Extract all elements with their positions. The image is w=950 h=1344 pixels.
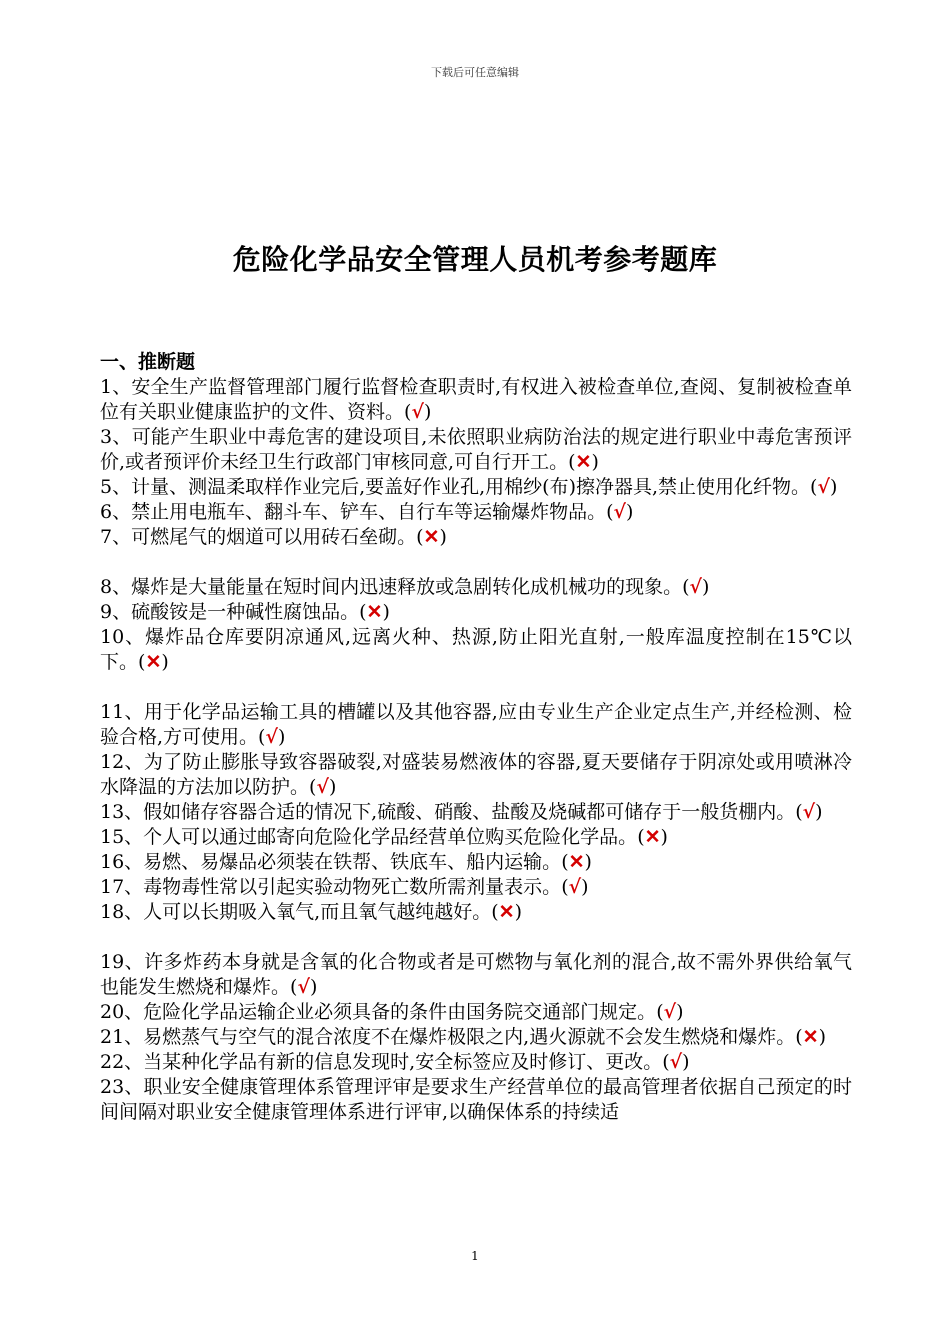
answer-mark: (✕) bbox=[795, 1026, 826, 1048]
document-title: 危险化学品安全管理人员机考参考题库 bbox=[232, 243, 718, 276]
answer-mark: (✕) bbox=[416, 526, 447, 548]
question-text: 10、爆炸品仓库要阴凉通风,远离火种、热源,防止阳光直射,一般库温度控制在15℃以下。 bbox=[100, 626, 852, 673]
answer-mark: (√) bbox=[606, 501, 634, 523]
question-item bbox=[100, 1000, 852, 1025]
question-item bbox=[100, 900, 852, 925]
question-item bbox=[100, 800, 852, 825]
question-text: 23、职业安全健康管理体系管理评审是要求生产经营单位的最高管理者依据自己预定的时间间隔对职业安全健康管理体系进行评审,以确保体系的持续适 bbox=[100, 1076, 852, 1123]
check-mark-icon: √ bbox=[297, 976, 310, 998]
question-item bbox=[100, 500, 852, 525]
check-mark-icon: √ bbox=[669, 1051, 683, 1073]
question-text: 13、假如储存容器合适的情况下,硫酸、硝酸、盐酸及烧碱都可储存于一般货棚内。 bbox=[100, 801, 796, 823]
check-mark-icon: √ bbox=[411, 401, 424, 423]
answer-mark: (✕) bbox=[561, 851, 592, 873]
answer-mark: (✕) bbox=[138, 651, 169, 673]
cross-mark-icon: ✕ bbox=[644, 826, 661, 848]
question-text: 3、可能产生职业中毒危害的建设项目,未依照职业病防治法的规定进行职业中毒危害预评价,或者预评价未经卫生行政部门审核同意,可自行开工。 bbox=[100, 426, 852, 473]
answer-mark: (√) bbox=[309, 776, 337, 798]
question-text: 11、用于化学品运输工具的槽罐以及其他容器,应由专业生产企业定点生产,并经检测、检验合格,方可使用。 bbox=[100, 701, 852, 748]
question-list bbox=[100, 350, 852, 1125]
question-text: 9、硫酸铵是一种碱性腐蚀品。 bbox=[100, 601, 360, 623]
question-item bbox=[100, 950, 852, 1000]
question-item bbox=[100, 825, 852, 850]
question-item bbox=[100, 1025, 852, 1050]
question-text: 5、计量、测温柔取样作业完后,要盖好作业孔,用棉纱(布)擦净器具,禁止使用化纤物。 bbox=[100, 476, 811, 498]
answer-mark: (√) bbox=[290, 976, 318, 998]
question-item bbox=[100, 1050, 852, 1075]
question-text: 7、可燃尾气的烟道可以用砖石垒砌。 bbox=[100, 526, 417, 548]
question-text: 17、毒物毒性常以引起实验动物死亡数所需剂量表示。 bbox=[100, 876, 562, 898]
question-item bbox=[100, 575, 852, 600]
question-item bbox=[100, 600, 852, 625]
answer-mark: (√) bbox=[258, 726, 286, 748]
answer-mark: (√) bbox=[682, 576, 710, 598]
questions-container bbox=[100, 375, 852, 1125]
answer-mark: (√) bbox=[795, 801, 823, 823]
page-number: 1 bbox=[471, 1249, 479, 1263]
question-text: 21、易燃蒸气与空气的混合浓度不在爆炸极限之内,遇火源就不会发生燃烧和爆炸。 bbox=[100, 1026, 796, 1048]
question-text: 22、当某种化学品有新的信息发现时,安全标签应及时修订、更改。 bbox=[100, 1051, 663, 1073]
section-heading: 一、推断题 bbox=[100, 351, 196, 373]
answer-mark: (√) bbox=[656, 1001, 684, 1023]
blank-line bbox=[100, 925, 852, 950]
question-item bbox=[100, 375, 852, 425]
question-item bbox=[100, 525, 852, 550]
cross-mark-icon: ✕ bbox=[423, 526, 440, 548]
question-text: 12、为了防止膨胀导致容器破裂,对盛装易燃液体的容器,夏天要储存于阴凉处或用喷淋冷水降温的方法加以防护。 bbox=[100, 751, 852, 798]
cross-mark-icon: ✕ bbox=[568, 851, 585, 873]
question-text: 1、安全生产监督管理部门履行监督检查职责时,有权进入被检查单位,查阅、复制被检查单位有关职业健康监护的文件、资料。 bbox=[100, 376, 852, 423]
question-item bbox=[100, 875, 852, 900]
answer-mark: (√) bbox=[810, 476, 838, 498]
check-mark-icon: √ bbox=[613, 501, 627, 523]
answer-mark: (√) bbox=[662, 1051, 690, 1073]
question-text: 15、个人可以通过邮寄向危险化学品经营单位购买危险化学品。 bbox=[100, 826, 638, 848]
question-item bbox=[100, 750, 852, 800]
question-text: 19、许多炸药本身就是含氧的化合物或者是可燃物与氧化剂的混合,故不需外界供给氧气也能发生燃烧和爆炸。 bbox=[100, 951, 852, 998]
cross-mark-icon: ✕ bbox=[802, 1026, 819, 1048]
answer-mark: (✕) bbox=[568, 451, 599, 473]
check-mark-icon: √ bbox=[568, 876, 582, 898]
header-note: 下载后可任意编辑 bbox=[431, 66, 519, 79]
question-text: 6、禁止用电瓶车、翻斗车、铲车、自行车等运输爆炸物品。 bbox=[100, 501, 607, 523]
cross-mark-icon: ✕ bbox=[575, 451, 592, 473]
question-text: 18、人可以长期吸入氧气,而且氧气越纯越好。 bbox=[100, 901, 492, 923]
cross-mark-icon: ✕ bbox=[145, 651, 162, 673]
check-mark-icon: √ bbox=[689, 576, 703, 598]
answer-mark: (✕) bbox=[491, 901, 522, 923]
question-item bbox=[100, 475, 852, 500]
question-item bbox=[100, 850, 852, 875]
answer-mark: (√) bbox=[561, 876, 589, 898]
answer-mark: (✕) bbox=[359, 601, 390, 623]
question-item bbox=[100, 700, 852, 750]
question-text: 16、易燃、易爆品必须装在铁帮、铁底车、船内运输。 bbox=[100, 851, 562, 873]
check-mark-icon: √ bbox=[316, 776, 329, 798]
answer-mark: (✕) bbox=[637, 826, 668, 848]
cross-mark-icon: ✕ bbox=[498, 901, 515, 923]
question-item bbox=[100, 625, 852, 675]
question-item bbox=[100, 1075, 852, 1125]
check-mark-icon: √ bbox=[817, 476, 830, 498]
check-mark-icon: √ bbox=[265, 726, 278, 748]
question-item bbox=[100, 425, 852, 475]
blank-line bbox=[100, 675, 852, 700]
check-mark-icon: √ bbox=[802, 801, 816, 823]
question-text: 8、爆炸是大量能量在短时间内迅速释放或急剧转化成机械功的现象。 bbox=[100, 576, 683, 598]
blank-line bbox=[100, 550, 852, 575]
answer-mark: (√) bbox=[404, 401, 432, 423]
question-text: 20、危险化学品运输企业必须具备的条件由国务院交通部门规定。 bbox=[100, 1001, 657, 1023]
cross-mark-icon: ✕ bbox=[366, 601, 383, 623]
check-mark-icon: √ bbox=[663, 1001, 677, 1023]
